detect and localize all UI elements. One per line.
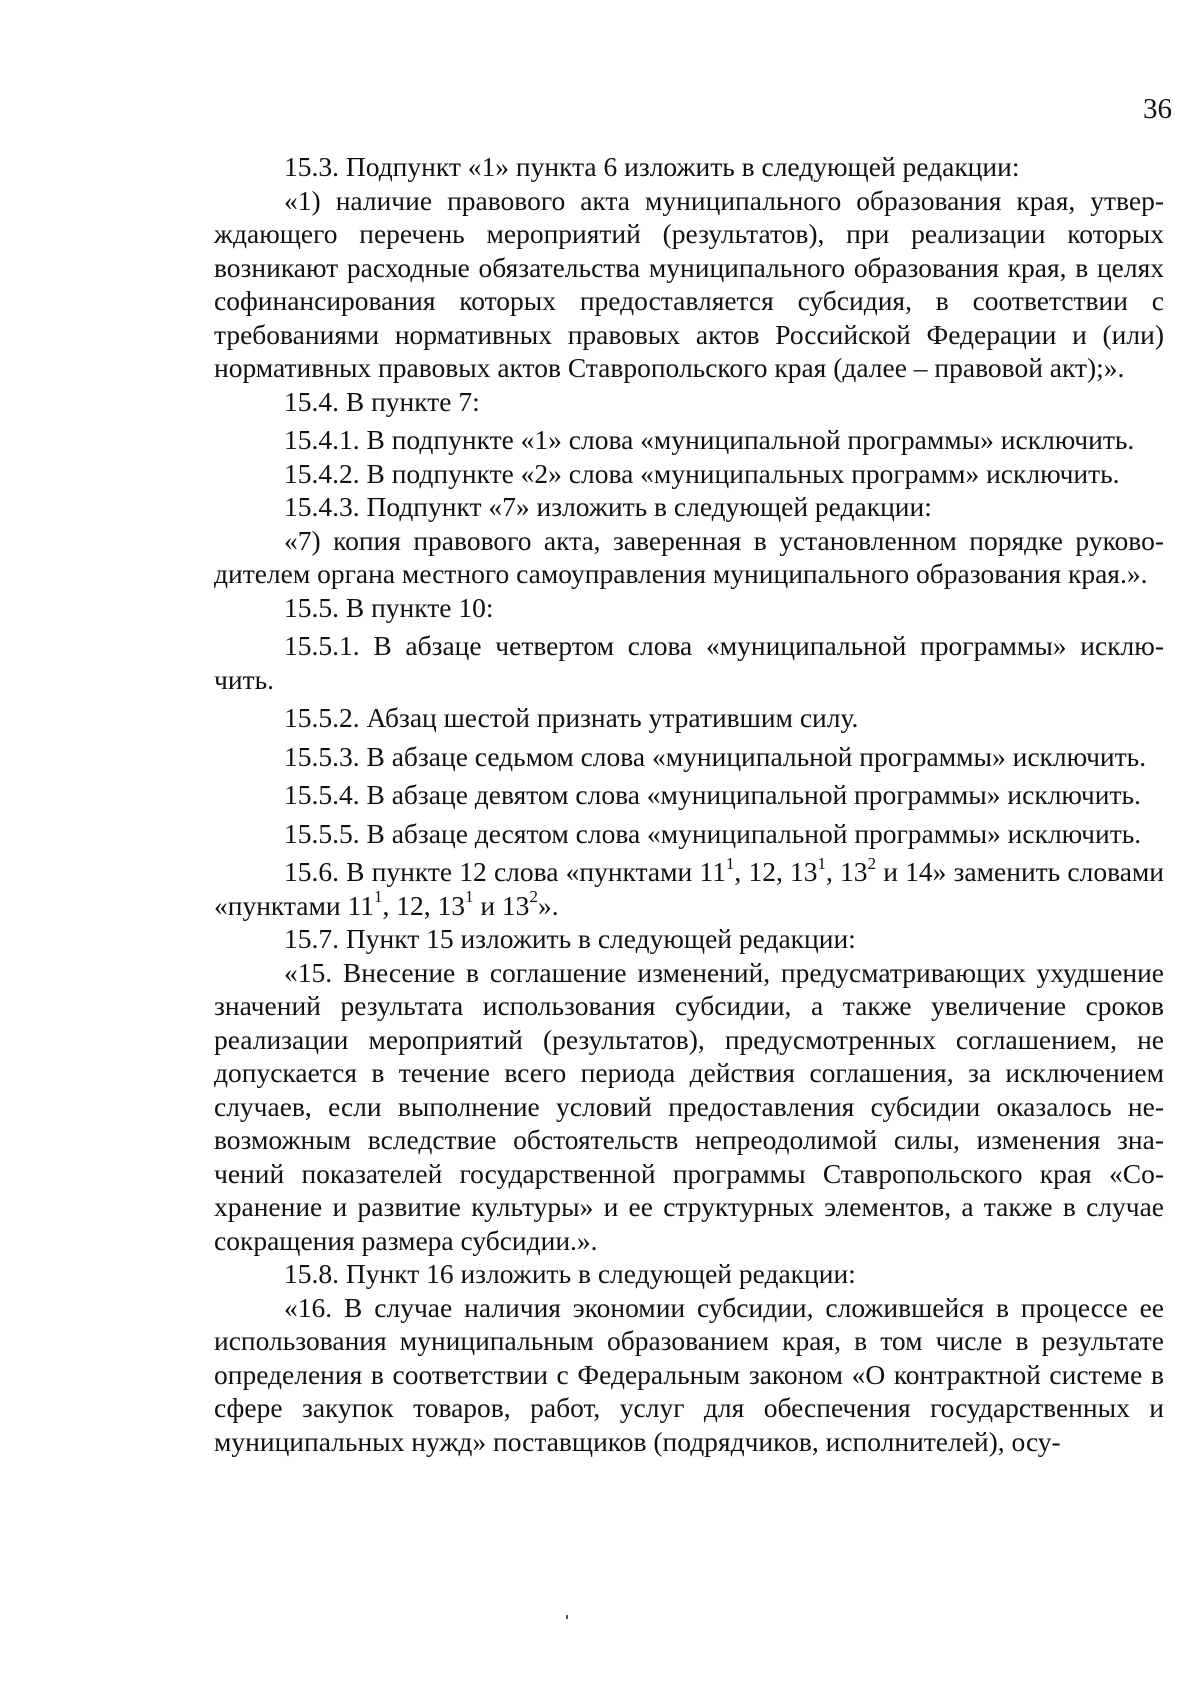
paragraph-15-7: 15.7. Пункт 15 изложить в следующей редакции: <box>284 923 856 954</box>
superscript-mark: 1 <box>464 887 474 907</box>
paragraph-15-5-1: 15.5.1. В абзаце четвертом слова «муниципальной программы» исключить. <box>214 630 1164 695</box>
document-body <box>214 150 1164 1458</box>
superscript-mark: 1 <box>373 887 383 907</box>
superscript-mark: 2 <box>529 887 538 907</box>
paragraph-15-5-4: 15.5.4. В абзаце девятом слова «муниципальной программы» исключить. <box>284 779 1141 810</box>
paragraph-15-5-3: 15.5.3. В абзаце седьмом слова «муниципальной программы» исключить. <box>284 740 1147 772</box>
paragraph-15-8: 15.8. Пункт 16 изложить в следующей редакции: <box>284 1258 856 1289</box>
page-number: 36 <box>1143 93 1172 125</box>
paragraph-15-4-2: 15.4.2. В подпункте «2» слова «муниципальных программ» исключить. <box>284 457 1120 489</box>
paragraph-15-3: 15.3. Подпункт «1» пункта 6 изложить в следующей редакции: <box>284 151 1020 182</box>
paragraph-15-4-3: 15.4.3. Подпункт «7» изложить в следующей редакции: <box>284 491 932 522</box>
paragraph-15-5-2: 15.5.2. Абзац шестой признать утратившим силу. <box>284 702 859 733</box>
superscript-mark: 1 <box>817 853 826 873</box>
paragraph-15-5-5: 15.5.5. В абзаце десятом слова «муниципальной программы» исключить. <box>284 817 1142 849</box>
paragraph-15-4: 15.4. В пункте 7: <box>284 385 480 417</box>
paragraph-15-3-quote: «1) наличие правового акта муниципального образования края, утверждающего перечень мероприятий (результатов), при реализации которых возникают расходные обязательства муниципального образования края, в целях софинансирования которых предоставляется субсидия, в соответствии с требованиями нормативных правовых актов Российской Федерации и (или) нормативных правовых актов Ставропольского края (далее – правовой акт);». <box>214 184 1164 383</box>
paragraph-15-5: 15.5. В пункте 10: <box>284 591 494 623</box>
paragraph-15-8-quote: «16. В случае наличия экономии субсидии, сложившейся в процессе ее использования муниципальным образованием края, в том числе в результате определения в соответствии с Федеральным законом «О контрактной системе в сфере закупок товаров, работ, услуг для обеспечения государственных и муниципальных нужд» поставщиков (подрядчиков, исполнителей), осу- <box>214 1291 1164 1457</box>
superscript-mark: 2 <box>867 853 877 873</box>
scan-speck <box>566 1615 568 1619</box>
paragraph-15-7-quote: «15. Внесение в соглашение изменений, предусматривающих ухудшение значений результата использования субсидии, а также увеличение сроков реализации мероприятий (результатов), предусмотренных соглашением, не допускается в течение всего периода действия соглашения, за исключением случаев, если выполнение условий предоставления субсидии оказалось невозможным вследствие обстоятельств непреодолимой силы, изменения значений показателей государственной программы Ставропольского края «Сохранение и развитие культуры» и ее структурных элементов, а также в случае сокращения размера субсидии.». <box>214 956 1164 1256</box>
paragraph-15-6: 15.6. В пункте 12 слова «пунктами $11^1$, 12, $13^1$, $13^2$ и 14» заменить словами «пунктами $11^1$, 12, $13^1$ и $13^2$». <box>214 853 1165 921</box>
superscript-mark: 1 <box>725 853 735 873</box>
paragraph-15-4-1: 15.4.1. В подпункте «1» слова «муниципальной программы» исключить. <box>284 424 1135 455</box>
paragraph-15-4-3-quote: «7) копия правового акта, заверенная в установленном порядке руководителем органа местного самоуправления муниципального образования края.». <box>214 524 1164 589</box>
